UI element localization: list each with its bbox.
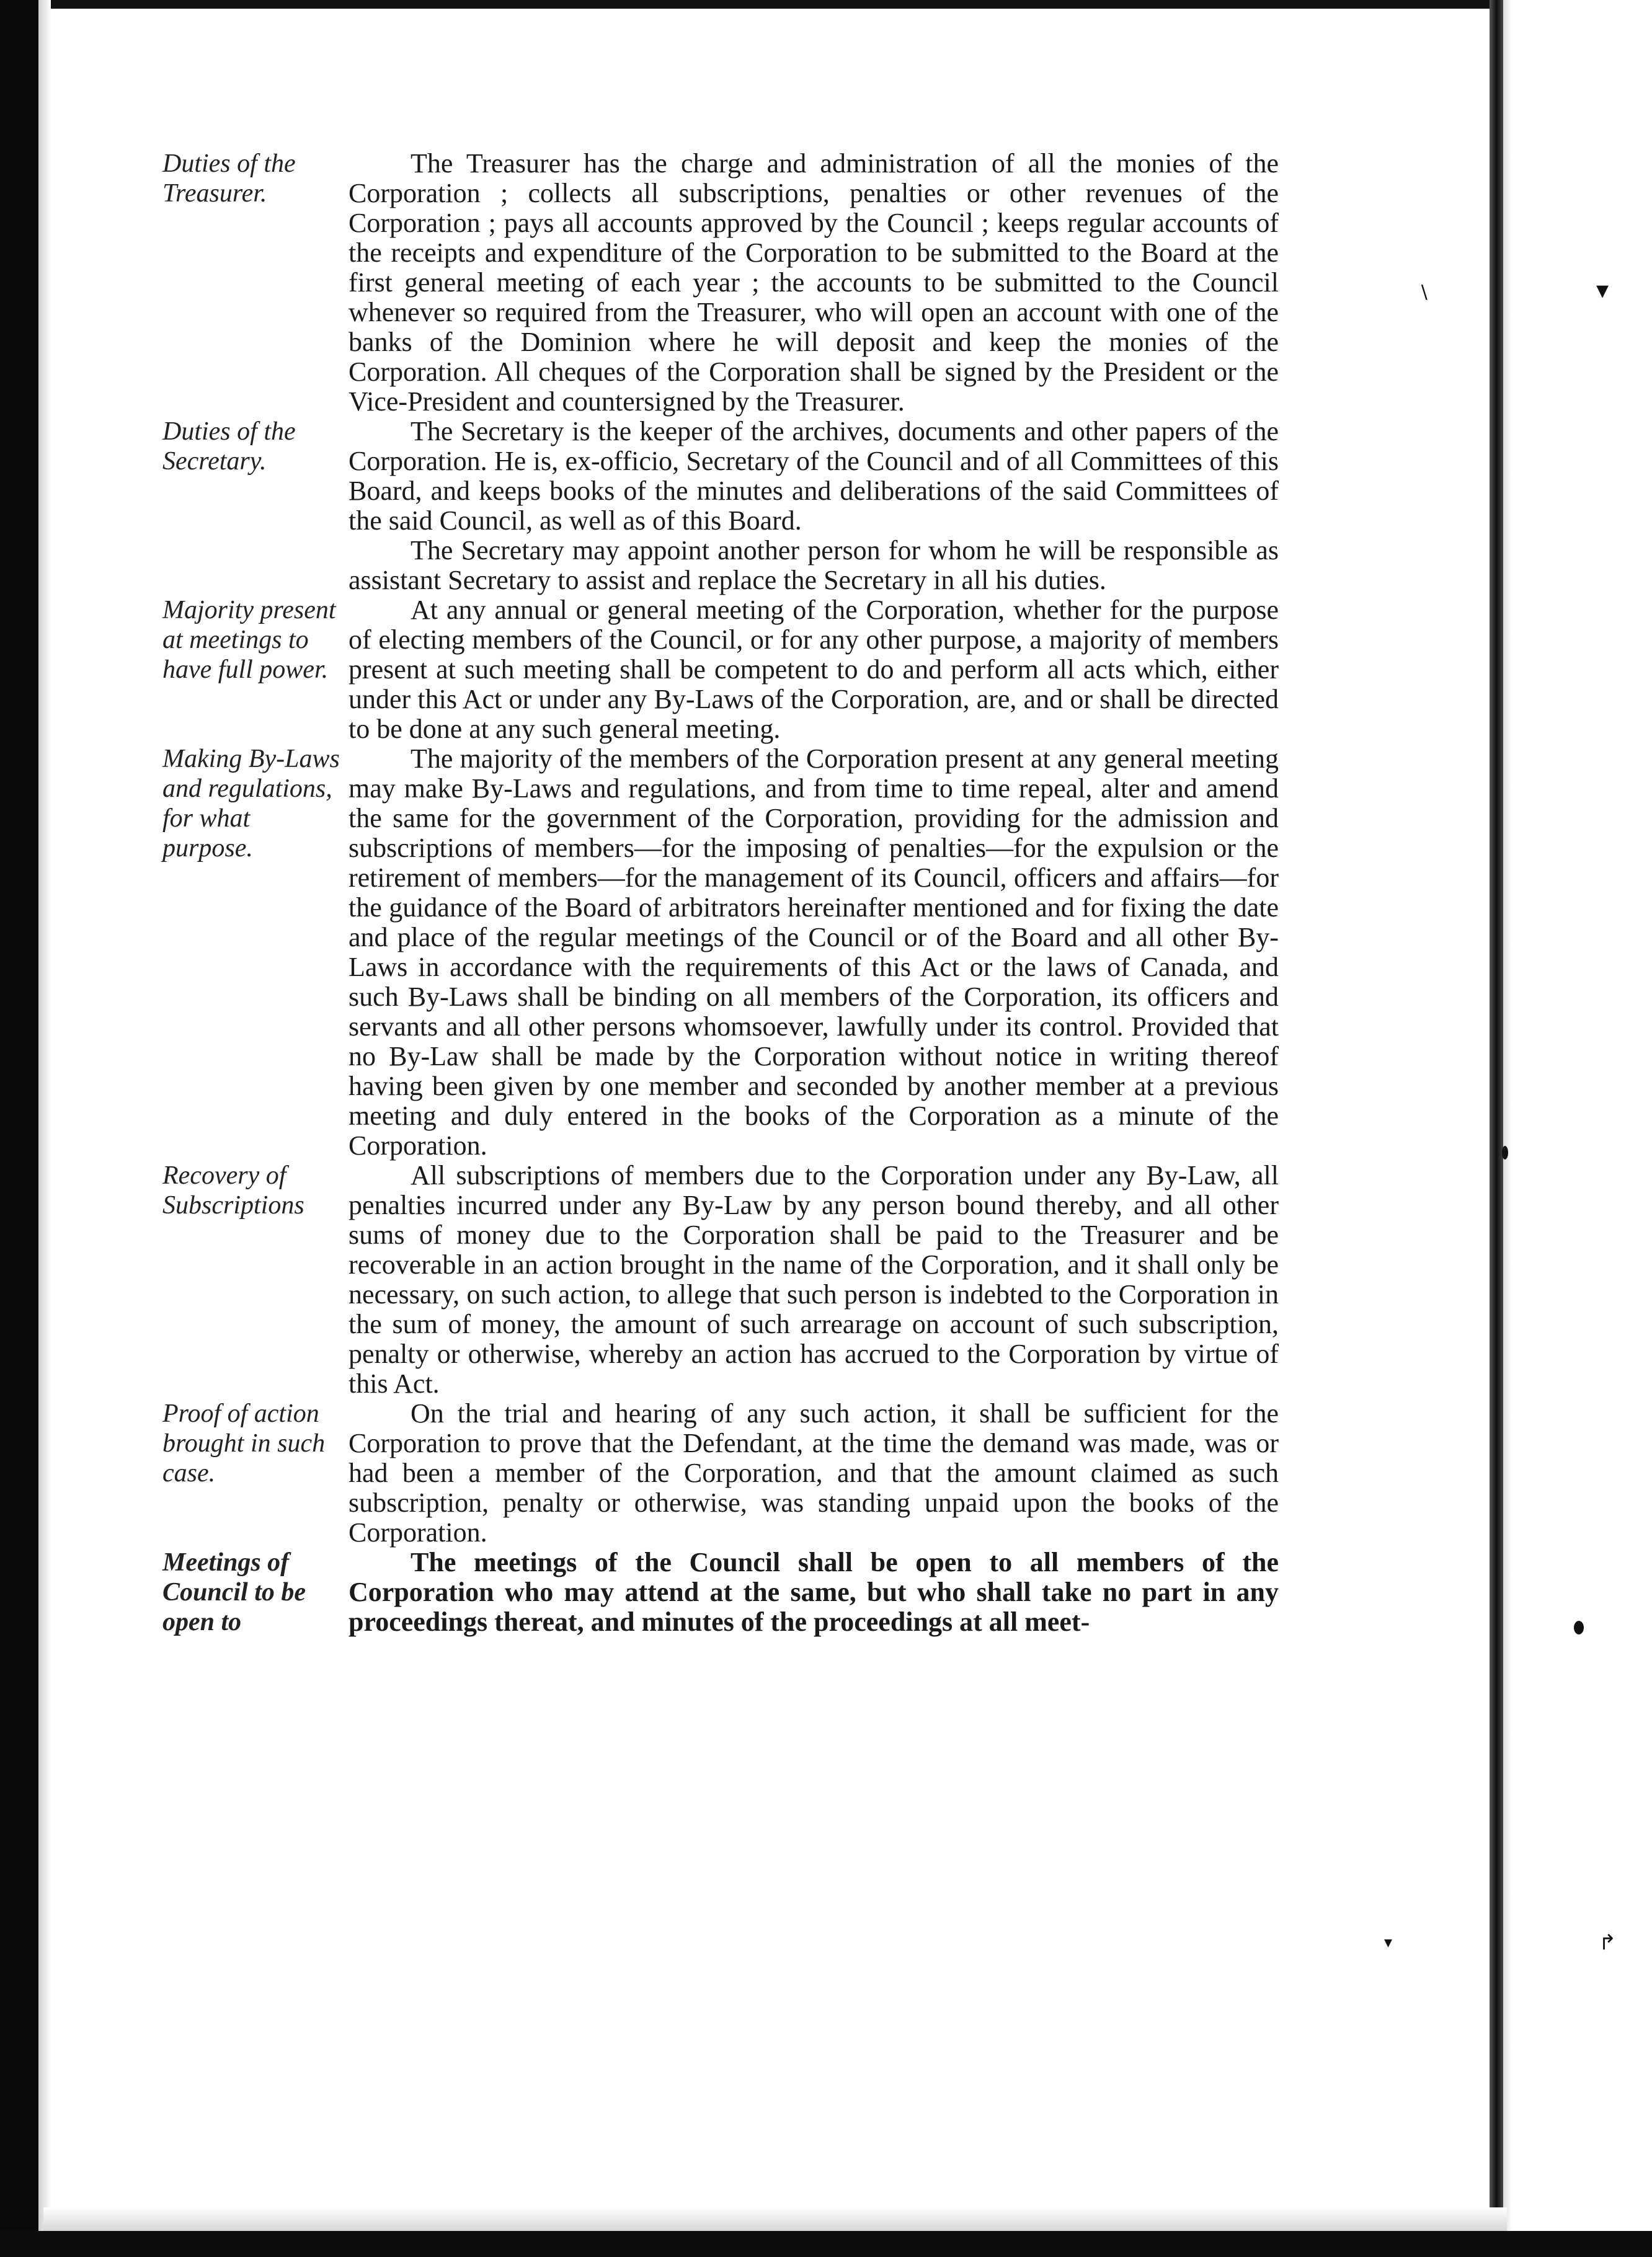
book-gutter — [1490, 0, 1503, 2232]
margin-note: Making By-Laws and regulations, for what purpose. — [162, 745, 340, 862]
stray-mark: ▾ — [1596, 276, 1609, 304]
paragraph: At any annual or general meeting of the Corporation, whether for the purpose of electing members of the Council, or for any other purpose, a majority of members present at such meeting shall be competent to do and perform all acts which, either under this Act or under any By-Laws of the Corporation, are, and or shall be directed to be done at any such general meeting. — [349, 595, 1279, 744]
facing-page-edge — [1512, 0, 1652, 2232]
paragraph: The Secretary is the keeper of the archives, documents and other papers of the Corporation. He is, ex-officio, Secretary of the Council and of all Committees of this Board, and keeps books of the minutes and deliberations of the said Committees of the said Council, as well as of this Board. — [349, 416, 1279, 536]
scan-bottom-border — [0, 2231, 1652, 2257]
paragraph: The Treasurer has the charge and administration of all the monies of the Corporation ; collects all subscriptions, penalties or other revenues of the Corporation ; pays all accounts approved by the Council ; keeps regular accounts of the receipts and expenditure of the Corporation to be submitted to the Board at the first general meeting of each year ; the accounts to be submitted to the Council whenever so required from the Treasurer, who will open an account with one of the banks of the Dominion where he will deposit and keep the monies of the Corporation. All cheques of the Corporation shall be signed by the President or the Vice-President and countersigned by the Treasurer. — [349, 148, 1279, 417]
section-body — [349, 1399, 1279, 1548]
section-recovery — [162, 1161, 1279, 1399]
section-treasurer — [162, 149, 1279, 417]
stray-mark: ↱ — [1599, 1930, 1617, 1955]
section-majority — [162, 595, 1279, 744]
margin-note: Majority present at meetings to have full power. — [162, 596, 336, 684]
scan-left-border — [0, 0, 38, 2257]
margin-note: Recovery of Subscriptions — [162, 1161, 304, 1220]
paragraph: The meetings of the Council shall be open to all members of the Corporation who may attend at the same, but who shall take no part in any proceedings thereat, and minutes of the proceedings at all meet- — [349, 1547, 1279, 1637]
paragraph: All subscriptions of members due to the Corporation under any By-Law, all penalties incurred under any By-Law by any person bound thereby, and all other sums of money due to the Corporation shall be paid to the Treasurer and be recoverable in an action brought in the name of the Corporation, and it shall only be necessary, on such action, to allege that such person is indebted to the Corporation in the sum of money, the amount of such arrearage on account of such subscription, penalty or otherwise, whereby an action has accrued to the Corporation by virtue of this Act. — [349, 1160, 1279, 1399]
margin-note: Meetings of Council to be open to — [162, 1548, 306, 1636]
section-body — [349, 417, 1279, 595]
section-meetings — [162, 1548, 1279, 1637]
section-body — [349, 1161, 1279, 1399]
section-body — [349, 744, 1279, 1161]
ink-speck — [1574, 1621, 1584, 1634]
gutter-highlight — [1503, 0, 1512, 2232]
margin-note: Duties of the Treasurer. — [162, 149, 296, 208]
margin-note: Proof of action brought in such case. — [162, 1399, 326, 1488]
section-proof — [162, 1399, 1279, 1548]
page-content — [162, 149, 1279, 1637]
paragraph: The Secretary may appoint another person for whom he will be responsible as assistant Secretary to assist and replace the Secretary in all his duties. — [349, 535, 1279, 595]
section-bylaws — [162, 744, 1279, 1161]
stray-mark: ∖ — [1418, 282, 1430, 304]
ink-speck — [1502, 1146, 1508, 1160]
margin-note: Duties of the Secretary. — [162, 417, 296, 476]
page-bottom-shadow — [43, 2207, 1507, 2231]
section-body — [349, 595, 1279, 744]
paragraph: The majority of the members of the Corporation present at any general meeting may make By-Laws and regulations, and from time to time repeal, alter and amend the same for the government of the Corporation, providing for the admission and subscriptions of members—for the imposing of penalties—for the expulsion or the retirement of members—for the management of its Council, officers and affairs—for the guidance of the Board of arbitrators hereinafter mentioned and for fixing the date and place of the regular meetings of the Council or of the Board and all other By-Laws in accordance with the requirements of this Act or the laws of Canada, and such By-Laws shall be binding on all members of the Corporation, its officers and servants and all other persons whomsoever, lawfully under its control. Provided that no By-Law shall be made by the Corporation without notice in writing thereof having been given by one member and seconded by another member at a previous meeting and duly entered in the books of the Corporation as a minute of the Corporation. — [349, 743, 1279, 1161]
scan-top-border — [0, 0, 1652, 9]
section-body — [349, 149, 1279, 417]
section-secretary — [162, 417, 1279, 595]
stray-mark: ▾ — [1384, 1933, 1393, 1952]
section-body — [349, 1548, 1279, 1637]
page-left-shadow — [38, 0, 51, 2257]
paragraph: On the trial and hearing of any such action, it shall be sufficient for the Corporation to prove that the Defendant, at the time the demand was made, was or had been a member of the Corporation, and that the amount claimed as such subscription, penalty or otherwise, was standing unpaid upon the books of the Corporation. — [349, 1398, 1279, 1548]
